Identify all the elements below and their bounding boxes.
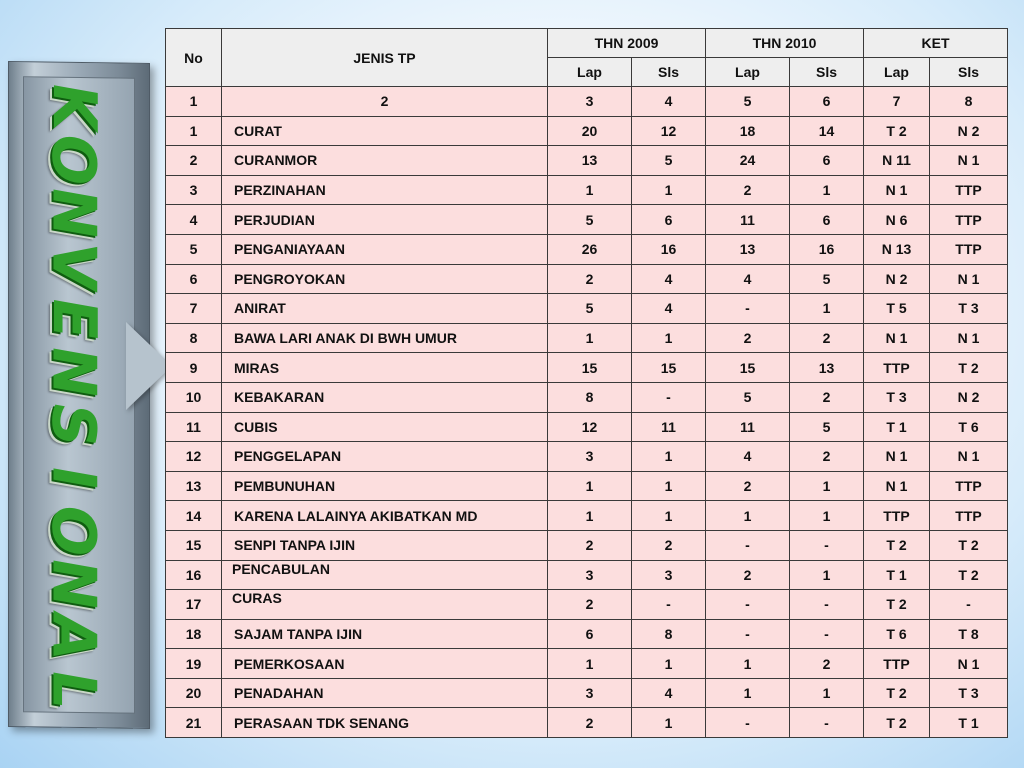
table-row — [166, 87, 1008, 117]
banner-letter: N — [38, 552, 109, 615]
cell-ket-sls: T 3 — [930, 678, 1008, 708]
table-row — [166, 649, 1008, 679]
cell-2010-lap: 11 — [706, 412, 790, 442]
table-row — [166, 353, 1008, 383]
table-row — [166, 264, 1008, 294]
cell-2010-sls: 1 — [790, 678, 864, 708]
cell-2009-lap: 3 — [548, 678, 632, 708]
table-container — [165, 28, 1008, 738]
cell-jenis-tp: CURAT — [222, 116, 548, 146]
header-ket-sls: Sls — [930, 58, 1008, 87]
table-row — [166, 501, 1008, 531]
cell-ket-sls: N 1 — [930, 146, 1008, 176]
table-row — [166, 678, 1008, 708]
cell-2009-lap: 8 — [548, 382, 632, 412]
cell-jenis-tp: SAJAM TANPA IJIN — [222, 619, 548, 649]
banner-letter: N — [38, 181, 109, 244]
cell-2009-sls: 12 — [632, 116, 706, 146]
cell-jenis-tp: MIRAS — [222, 353, 548, 383]
cell-jenis-tp: CUBIS — [222, 412, 548, 442]
cell-ket-lap: N 13 — [864, 234, 930, 264]
cell-ket-sls: N 2 — [930, 116, 1008, 146]
cell-jenis-tp: PENCABULAN — [222, 560, 548, 590]
table-row — [166, 323, 1008, 353]
cell-ket-sls: T 2 — [930, 353, 1008, 383]
cell-2009-sls: 11 — [632, 412, 706, 442]
cell-jenis-tp: PENGGELAPAN — [222, 442, 548, 472]
cell-2009-lap: 5 — [548, 205, 632, 235]
cell-2009-lap: 2 — [548, 590, 632, 620]
cell-ket-sls: TTP — [930, 501, 1008, 531]
cell-2010-lap: - — [706, 590, 790, 620]
banner-letter: O — [38, 498, 109, 563]
cell-jenis-tp: PENGANIAYAAN — [222, 234, 548, 264]
cell-2010-sls: 2 — [790, 323, 864, 353]
cell-ket-lap: T 3 — [864, 382, 930, 412]
cell-2009-sls: 1 — [632, 501, 706, 531]
cell-2009-lap: 5 — [548, 294, 632, 324]
banner-letter: K — [38, 77, 109, 137]
cell-2010-lap: 1 — [706, 501, 790, 531]
cell-no: 13 — [166, 471, 222, 501]
cell-no: 14 — [166, 501, 222, 531]
cell-ket-sls: T 1 — [930, 708, 1008, 738]
cell-ket-lap: T 2 — [864, 590, 930, 620]
cell-2009-sls: 1 — [632, 471, 706, 501]
table-row — [166, 116, 1008, 146]
cell-2010-sls: 13 — [790, 353, 864, 383]
cell-ket-lap: T 2 — [864, 678, 930, 708]
cell-ket-lap: TTP — [864, 501, 930, 531]
banner-letter: E — [38, 291, 109, 346]
cell-ket-lap: 7 — [864, 87, 930, 117]
cell-ket-sls: 8 — [930, 87, 1008, 117]
cell-2010-sls: 6 — [790, 87, 864, 117]
cell-2009-sls: 4 — [632, 87, 706, 117]
banner-letter: L — [38, 664, 109, 715]
cell-no: 17 — [166, 590, 222, 620]
cell-no: 9 — [166, 353, 222, 383]
cell-2009-lap: 26 — [548, 234, 632, 264]
banner-letter: O — [38, 127, 109, 192]
cell-2010-sls: 5 — [790, 412, 864, 442]
cell-jenis-tp: KEBAKARAN — [222, 382, 548, 412]
cell-ket-lap: T 2 — [864, 708, 930, 738]
cell-jenis-tp: CURAS — [222, 590, 548, 620]
cell-2009-sls: 4 — [632, 678, 706, 708]
cell-2010-lap: 2 — [706, 175, 790, 205]
cell-ket-sls: TTP — [930, 205, 1008, 235]
cell-no: 6 — [166, 264, 222, 294]
cell-jenis-tp: PEMBUNUHAN — [222, 471, 548, 501]
cell-2009-sls: 3 — [632, 560, 706, 590]
cell-2009-lap: 3 — [548, 442, 632, 472]
cell-ket-lap: N 1 — [864, 323, 930, 353]
cell-2010-sls: - — [790, 530, 864, 560]
banner-letter: I — [38, 460, 109, 495]
cell-ket-lap: T 5 — [864, 294, 930, 324]
cell-2009-sls: 1 — [632, 442, 706, 472]
header-ket: KET — [864, 29, 1008, 58]
cell-ket-lap: T 2 — [864, 530, 930, 560]
header-ket-lap: Lap — [864, 58, 930, 87]
table-header — [166, 29, 1008, 87]
banner-letter: S — [38, 396, 109, 453]
cell-ket-lap: TTP — [864, 649, 930, 679]
cell-ket-sls: T 3 — [930, 294, 1008, 324]
cell-2009-lap: 3 — [548, 87, 632, 117]
table-row — [166, 382, 1008, 412]
cell-ket-lap: N 11 — [864, 146, 930, 176]
cell-2010-lap: 13 — [706, 234, 790, 264]
header-2010-lap: Lap — [706, 58, 790, 87]
cell-2010-sls: 14 — [790, 116, 864, 146]
cell-2010-sls: 2 — [790, 442, 864, 472]
cell-2010-lap: - — [706, 708, 790, 738]
cell-2010-sls: 1 — [790, 501, 864, 531]
cell-no: 10 — [166, 382, 222, 412]
cell-ket-lap: N 6 — [864, 205, 930, 235]
cell-ket-lap: TTP — [864, 353, 930, 383]
cell-2009-lap: 2 — [548, 264, 632, 294]
cell-ket-sls: N 1 — [930, 264, 1008, 294]
banner-vertical-text — [18, 77, 128, 715]
banner-letter: V — [38, 236, 109, 295]
cell-2010-lap: 18 — [706, 116, 790, 146]
cell-2010-lap: 4 — [706, 264, 790, 294]
cell-2009-sls: 1 — [632, 708, 706, 738]
cell-no: 1 — [166, 116, 222, 146]
cell-2010-sls: 1 — [790, 560, 864, 590]
cell-2010-sls: - — [790, 590, 864, 620]
table-row — [166, 560, 1008, 590]
cell-no: 16 — [166, 560, 222, 590]
cell-2009-sls: 5 — [632, 146, 706, 176]
banner-letter: A — [38, 607, 109, 666]
header-no: No — [166, 29, 222, 87]
cell-ket-sls: N 2 — [930, 382, 1008, 412]
cell-jenis-tp: PENADAHAN — [222, 678, 548, 708]
cell-2010-lap: 4 — [706, 442, 790, 472]
cell-2010-lap: 1 — [706, 678, 790, 708]
cell-2009-lap: 1 — [548, 323, 632, 353]
cell-2009-sls: 6 — [632, 205, 706, 235]
table-row — [166, 175, 1008, 205]
header-2010-sls: Sls — [790, 58, 864, 87]
header-thn-2009: THN 2009 — [548, 29, 706, 58]
cell-ket-lap: N 1 — [864, 471, 930, 501]
cell-no: 4 — [166, 205, 222, 235]
cell-no: 5 — [166, 234, 222, 264]
cell-no: 7 — [166, 294, 222, 324]
cell-2010-lap: 15 — [706, 353, 790, 383]
cell-2010-lap: 2 — [706, 471, 790, 501]
cell-2010-sls: 6 — [790, 146, 864, 176]
cell-2010-lap: 2 — [706, 560, 790, 590]
cell-2010-sls: 16 — [790, 234, 864, 264]
table-row — [166, 294, 1008, 324]
cell-2010-lap: - — [706, 294, 790, 324]
table-row — [166, 590, 1008, 620]
cell-ket-sls: T 6 — [930, 412, 1008, 442]
cell-2010-sls: 1 — [790, 294, 864, 324]
cell-2009-sls: 1 — [632, 323, 706, 353]
cell-ket-lap: N 1 — [864, 175, 930, 205]
cell-no: 8 — [166, 323, 222, 353]
cell-no: 2 — [166, 146, 222, 176]
cell-jenis-tp: PERJUDIAN — [222, 205, 548, 235]
cell-2009-lap: 1 — [548, 471, 632, 501]
header-2009-sls: Sls — [632, 58, 706, 87]
cell-ket-sls: TTP — [930, 175, 1008, 205]
table-row — [166, 146, 1008, 176]
cell-ket-lap: T 2 — [864, 116, 930, 146]
cell-2009-sls: - — [632, 382, 706, 412]
cell-jenis-tp: PERASAAN TDK SENANG — [222, 708, 548, 738]
cell-2009-sls: 15 — [632, 353, 706, 383]
cell-ket-sls: TTP — [930, 471, 1008, 501]
cell-ket-lap: T 6 — [864, 619, 930, 649]
cell-no: 19 — [166, 649, 222, 679]
cell-2010-lap: 1 — [706, 649, 790, 679]
cell-ket-sls: T 2 — [930, 560, 1008, 590]
cell-jenis-tp: ANIRAT — [222, 294, 548, 324]
cell-ket-sls: N 1 — [930, 442, 1008, 472]
cell-2009-lap: 1 — [548, 175, 632, 205]
cell-2009-lap: 2 — [548, 708, 632, 738]
header-jenis-tp: JENIS TP — [222, 29, 548, 87]
table-row — [166, 442, 1008, 472]
cell-2009-lap: 1 — [548, 649, 632, 679]
cell-2010-sls: 2 — [790, 649, 864, 679]
cell-jenis-tp: SENPI TANPA IJIN — [222, 530, 548, 560]
cell-2010-lap: 2 — [706, 323, 790, 353]
cell-2010-sls: 5 — [790, 264, 864, 294]
cell-ket-lap: T 1 — [864, 560, 930, 590]
cell-jenis-tp: 2 — [222, 87, 548, 117]
cell-2009-lap: 20 — [548, 116, 632, 146]
header-2009-lap: Lap — [548, 58, 632, 87]
cell-no: 1 — [166, 87, 222, 117]
cell-2010-sls: 2 — [790, 382, 864, 412]
cell-2009-lap: 1 — [548, 501, 632, 531]
cell-2010-sls: - — [790, 708, 864, 738]
cell-no: 15 — [166, 530, 222, 560]
cell-no: 12 — [166, 442, 222, 472]
cell-jenis-tp: PENGROYOKAN — [222, 264, 548, 294]
cell-ket-sls: TTP — [930, 234, 1008, 264]
table-row — [166, 530, 1008, 560]
cell-jenis-tp: PEMERKOSAAN — [222, 649, 548, 679]
cell-2009-sls: 1 — [632, 175, 706, 205]
table-row — [166, 708, 1008, 738]
cell-ket-lap: T 1 — [864, 412, 930, 442]
cell-ket-lap: N 1 — [864, 442, 930, 472]
cell-ket-sls: T 2 — [930, 530, 1008, 560]
crime-statistics-table — [165, 28, 1008, 738]
table-row — [166, 205, 1008, 235]
cell-2009-lap: 13 — [548, 146, 632, 176]
cell-2010-lap: 5 — [706, 87, 790, 117]
cell-2010-lap: 24 — [706, 146, 790, 176]
banner-letter: N — [38, 340, 109, 403]
cell-2009-lap: 3 — [548, 560, 632, 590]
cell-jenis-tp: CURANMOR — [222, 146, 548, 176]
cell-2009-sls: 16 — [632, 234, 706, 264]
header-thn-2010: THN 2010 — [706, 29, 864, 58]
cell-2010-lap: 11 — [706, 205, 790, 235]
cell-ket-sls: T 8 — [930, 619, 1008, 649]
cell-2009-sls: 2 — [632, 530, 706, 560]
table-row — [166, 471, 1008, 501]
cell-2009-sls: 4 — [632, 264, 706, 294]
cell-2010-lap: - — [706, 619, 790, 649]
cell-ket-lap: N 2 — [864, 264, 930, 294]
cell-2009-lap: 6 — [548, 619, 632, 649]
cell-ket-sls: N 1 — [930, 323, 1008, 353]
table-row — [166, 234, 1008, 264]
cell-2010-sls: - — [790, 619, 864, 649]
cell-2009-lap: 2 — [548, 530, 632, 560]
cell-2010-sls: 6 — [790, 205, 864, 235]
cell-jenis-tp: BAWA LARI ANAK DI BWH UMUR — [222, 323, 548, 353]
cell-2010-sls: 1 — [790, 471, 864, 501]
cell-2009-sls: 1 — [632, 649, 706, 679]
cell-2009-sls: 8 — [632, 619, 706, 649]
cell-no: 18 — [166, 619, 222, 649]
table-row — [166, 619, 1008, 649]
cell-2009-sls: 4 — [632, 294, 706, 324]
cell-ket-sls: N 1 — [930, 649, 1008, 679]
cell-no: 21 — [166, 708, 222, 738]
cell-no: 3 — [166, 175, 222, 205]
cell-no: 20 — [166, 678, 222, 708]
cell-jenis-tp: PERZINAHAN — [222, 175, 548, 205]
cell-ket-sls: - — [930, 590, 1008, 620]
cell-no: 11 — [166, 412, 222, 442]
cell-2009-sls: - — [632, 590, 706, 620]
cell-2009-lap: 15 — [548, 353, 632, 383]
cell-2009-lap: 12 — [548, 412, 632, 442]
cell-2010-lap: - — [706, 530, 790, 560]
table-body — [166, 87, 1008, 738]
cell-2010-lap: 5 — [706, 382, 790, 412]
cell-jenis-tp: KARENA LALAINYA AKIBATKAN MD — [222, 501, 548, 531]
cell-2010-sls: 1 — [790, 175, 864, 205]
table-row — [166, 412, 1008, 442]
